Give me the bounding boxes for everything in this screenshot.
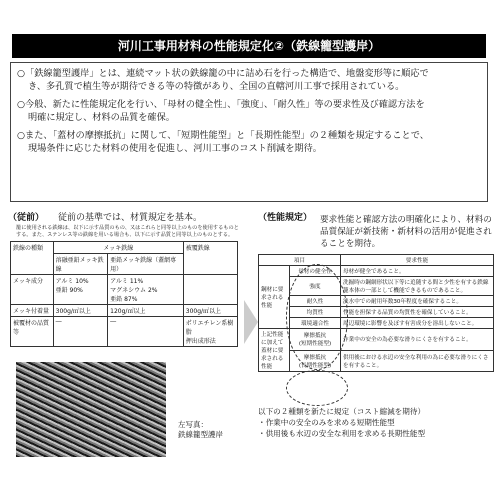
- highlight-oval: [286, 370, 348, 406]
- after-footnote: 以下の２種類を新たに規定（コスト縮減を期待） ・作業中の安全のみを求める短期性能型 ・供用後も水辺の安全な利用を求める長期性能型: [258, 407, 426, 438]
- bullet-item: ○また、「蓋材の摩擦抵抗」に関して、「短期性能型」と「長期性能型」の２種類を規定することで、 現場条件に応じた材料の使用を促進し、河川工事のコスト削減を期待。: [17, 130, 429, 154]
- summary-box: [10, 62, 488, 202]
- arrow-icon: [244, 300, 258, 344]
- highlight-oval: [286, 264, 348, 370]
- gabion-photo: [16, 362, 166, 457]
- page-title: 河川工事用材料の性能規定化②（鉄線籠型護岸）: [12, 34, 486, 58]
- bullet-item: ○今般、新たに性能規定化を行い、「母材の健全性」、「強度」、「耐久性」等の要求性及び確認方法を 明確に規定し、材料の品質を確保。: [17, 99, 425, 123]
- after-lead: 要求性能と確認方法の明確化により、材料の品質保証が新技術・新材料の活用が促進されることを期待。: [320, 215, 492, 249]
- old-spec-table: 鉄線の種類 メッキ鉄線 被覆鉄線 溶融亜鉛メッキ鉄線 亜鉛メッキ鉄線（蓋網専用） メッキ成分 アルミ 10% 亜鉛 90% アルミ 11% マグネシウム 2% 亜鉛 87% メッキ付着量 300g/㎡以上 120g/㎡以上 300g/㎡以上 被覆材の品質等 ― ― ポリエチレン系樹脂 押出成形法: [10, 241, 238, 347]
- after-heading: （性能規定）: [258, 213, 313, 223]
- before-note: 籠に使用される鉄線は、以下に示す品質のもの、又はこれらと同等以上のものを使用するものとする。また、ステンレス等の鉄線を用いる場合も、以下に示す品質と同等以上のものとする。: [16, 225, 239, 238]
- performance-table: 項目 要求性能 鋼材に要求される性能 母材の健全性 母材が健全であること。 強度 洗掘時の鋼網形状以下等に追随する間と少性を有する鉄線籠本体の一部として機能できるものであること。 耐久性 淡水中での耐用年数30年程度を確保すること。 均質性 性能を担保する品質の均質性を確保していること。 環境適合性 周辺環境に影響を及ぼす有害成分を溶出しないこと。 上記性能に加えて蓋材に要求される性能 摩擦抵抗 (短期性能型) 作業中の安全の為必要な滑りにくさを有すること。 摩擦抵抗 (長期性能型) 供用後における水辺の安全な利用の為に必要な滑りにくさを有すること。: [258, 254, 494, 372]
- photo-caption: 左写真： 鉄線籠型護岸: [178, 420, 223, 439]
- after-section: [258, 210, 494, 472]
- bullet-item: ○「鉄線籠型護岸」とは、連続マット状の鉄線籠の中に詰め石を行った構造で、地盤変形等に順応で き、多孔質で植生等が期待できる等の特徴があり、全国の直轄河川工事で採用されている。: [17, 68, 429, 92]
- before-heading: （従前） 従前の基準では、材質規定を基本。: [8, 213, 203, 223]
